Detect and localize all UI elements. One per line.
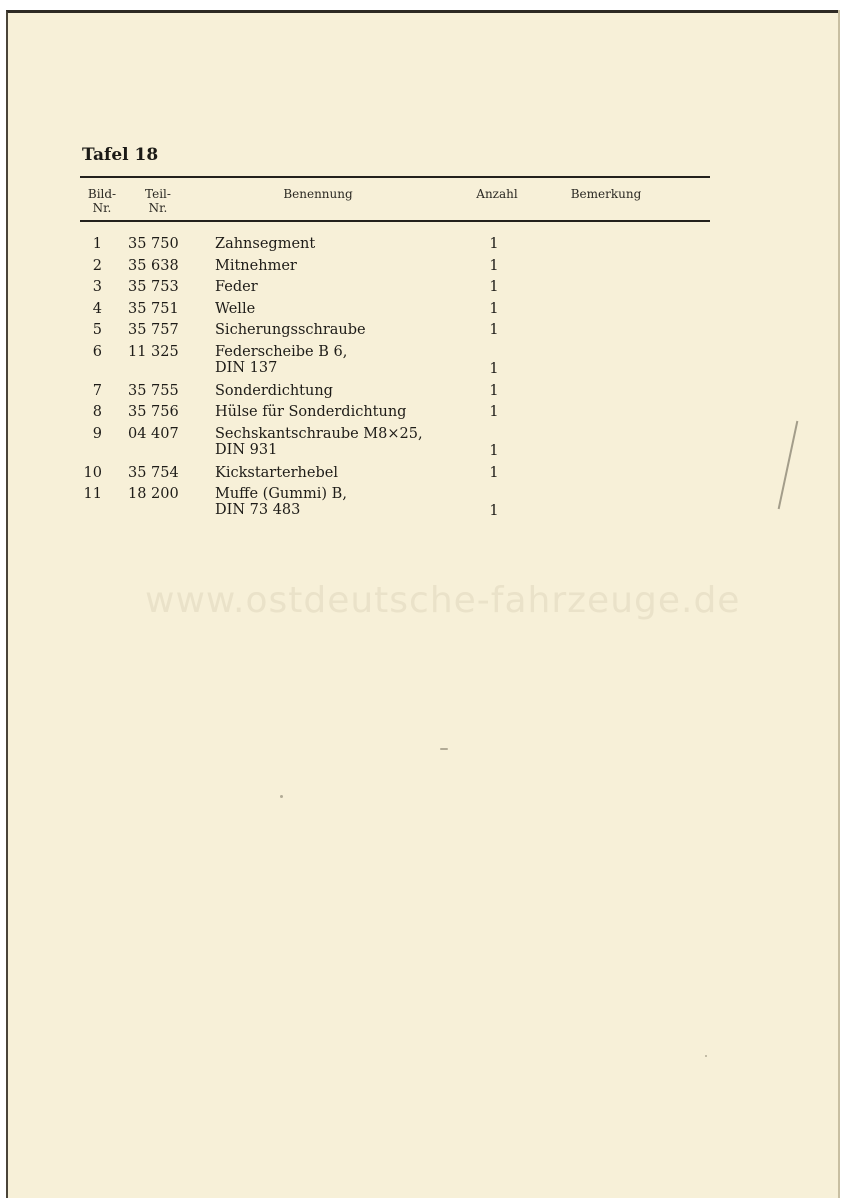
cell-anzahl: 1 [489,465,499,481]
cell-bild-nr: 11 [83,486,102,502]
cell-anzahl: 1 [489,279,499,295]
cell-teil-nr: 11 325 [128,344,179,360]
cell-bild-nr: 6 [92,344,102,360]
cell-benennung [215,383,333,399]
cell-benennung [215,258,297,274]
cell-bild-nr: 9 [92,426,102,442]
cell-teil-nr: 04 407 [128,426,179,442]
cell-benennung [215,236,315,252]
paper-speck [280,795,283,798]
header-anzahl: Anzahl [476,187,518,201]
paper-speck [705,1055,707,1057]
cell-benennung [215,465,338,481]
cell-anzahl: 1 [489,404,499,420]
cell-teil-nr: 18 200 [128,486,179,502]
cell-teil-nr: 35 756 [128,404,179,420]
cell-bild-nr: 5 [92,322,102,338]
header-top-rule [80,176,710,178]
header-bottom-rule [80,220,710,222]
cell-benennung-line: DIN 137 [215,360,278,376]
cell-anzahl: 1 [489,503,499,519]
cell-benennung-line: Kickstarterhebel [215,465,338,481]
cell-benennung [215,426,423,458]
header-teil-nr [138,187,178,215]
cell-benennung [215,301,255,317]
page-edge [838,10,840,1198]
header-bemerkung: Bemerkung [570,187,642,201]
cell-teil-nr: 35 638 [128,258,179,274]
cell-anzahl: 1 [489,383,499,399]
cell-benennung-line: Welle [215,301,256,317]
paper-speck [440,748,448,750]
cell-anzahl: 1 [489,236,499,252]
cell-benennung-line: Mitnehmer [215,258,297,274]
cell-teil-nr: 35 750 [128,236,179,252]
cell-benennung-line: Zahnsegment [215,236,316,252]
cell-benennung-line: Muffe (Gummi) B, [215,486,347,502]
cell-teil-nr: 35 755 [128,383,179,399]
watermark: www.ostdeutsche-fahrzeuge.de [145,580,741,621]
cell-benennung [215,486,347,518]
page-title: Tafel 18 [82,145,159,165]
cell-bild-nr: 10 [83,465,102,481]
cell-benennung [215,322,366,338]
cell-benennung-line: Federscheibe B 6, [215,344,348,360]
cell-bild-nr: 1 [92,236,102,252]
cell-anzahl: 1 [489,258,499,274]
cell-benennung [215,279,258,295]
header-teil-line2: Nr. [148,201,168,215]
cell-benennung [215,344,347,376]
cell-teil-nr: 35 753 [128,279,179,295]
cell-bild-nr: 8 [92,404,102,420]
cell-teil-nr: 35 754 [128,465,179,481]
header-bild-nr [82,187,122,215]
cell-teil-nr: 35 751 [128,301,179,317]
header-bild-line2: Nr. [92,201,112,215]
cell-bild-nr: 4 [92,301,102,317]
header-bild-line1: Bild- [87,187,117,201]
cell-benennung-line: DIN 931 [215,442,278,458]
cell-benennung-line: DIN 73 483 [215,502,301,518]
cell-benennung-line: Sicherungsschraube [215,322,366,338]
header-benennung: Benennung [283,187,353,201]
cell-benennung-line: Sechskantschraube M8×25, [215,426,423,442]
cell-anzahl: 1 [489,443,499,459]
cell-bild-nr: 3 [92,279,102,295]
cell-anzahl: 1 [489,301,499,317]
cell-bild-nr: 7 [92,383,102,399]
cell-benennung-line: Feder [215,279,258,295]
cell-benennung [215,404,406,420]
cell-anzahl: 1 [489,322,499,338]
cell-teil-nr: 35 757 [128,322,179,338]
header-teil-line1: Teil- [145,187,171,201]
cell-benennung-line: Sonderdichtung [215,383,333,399]
cell-benennung-line: Hülse für Sonderdichtung [215,404,407,420]
cell-bild-nr: 2 [92,258,102,274]
cell-anzahl: 1 [489,361,499,377]
